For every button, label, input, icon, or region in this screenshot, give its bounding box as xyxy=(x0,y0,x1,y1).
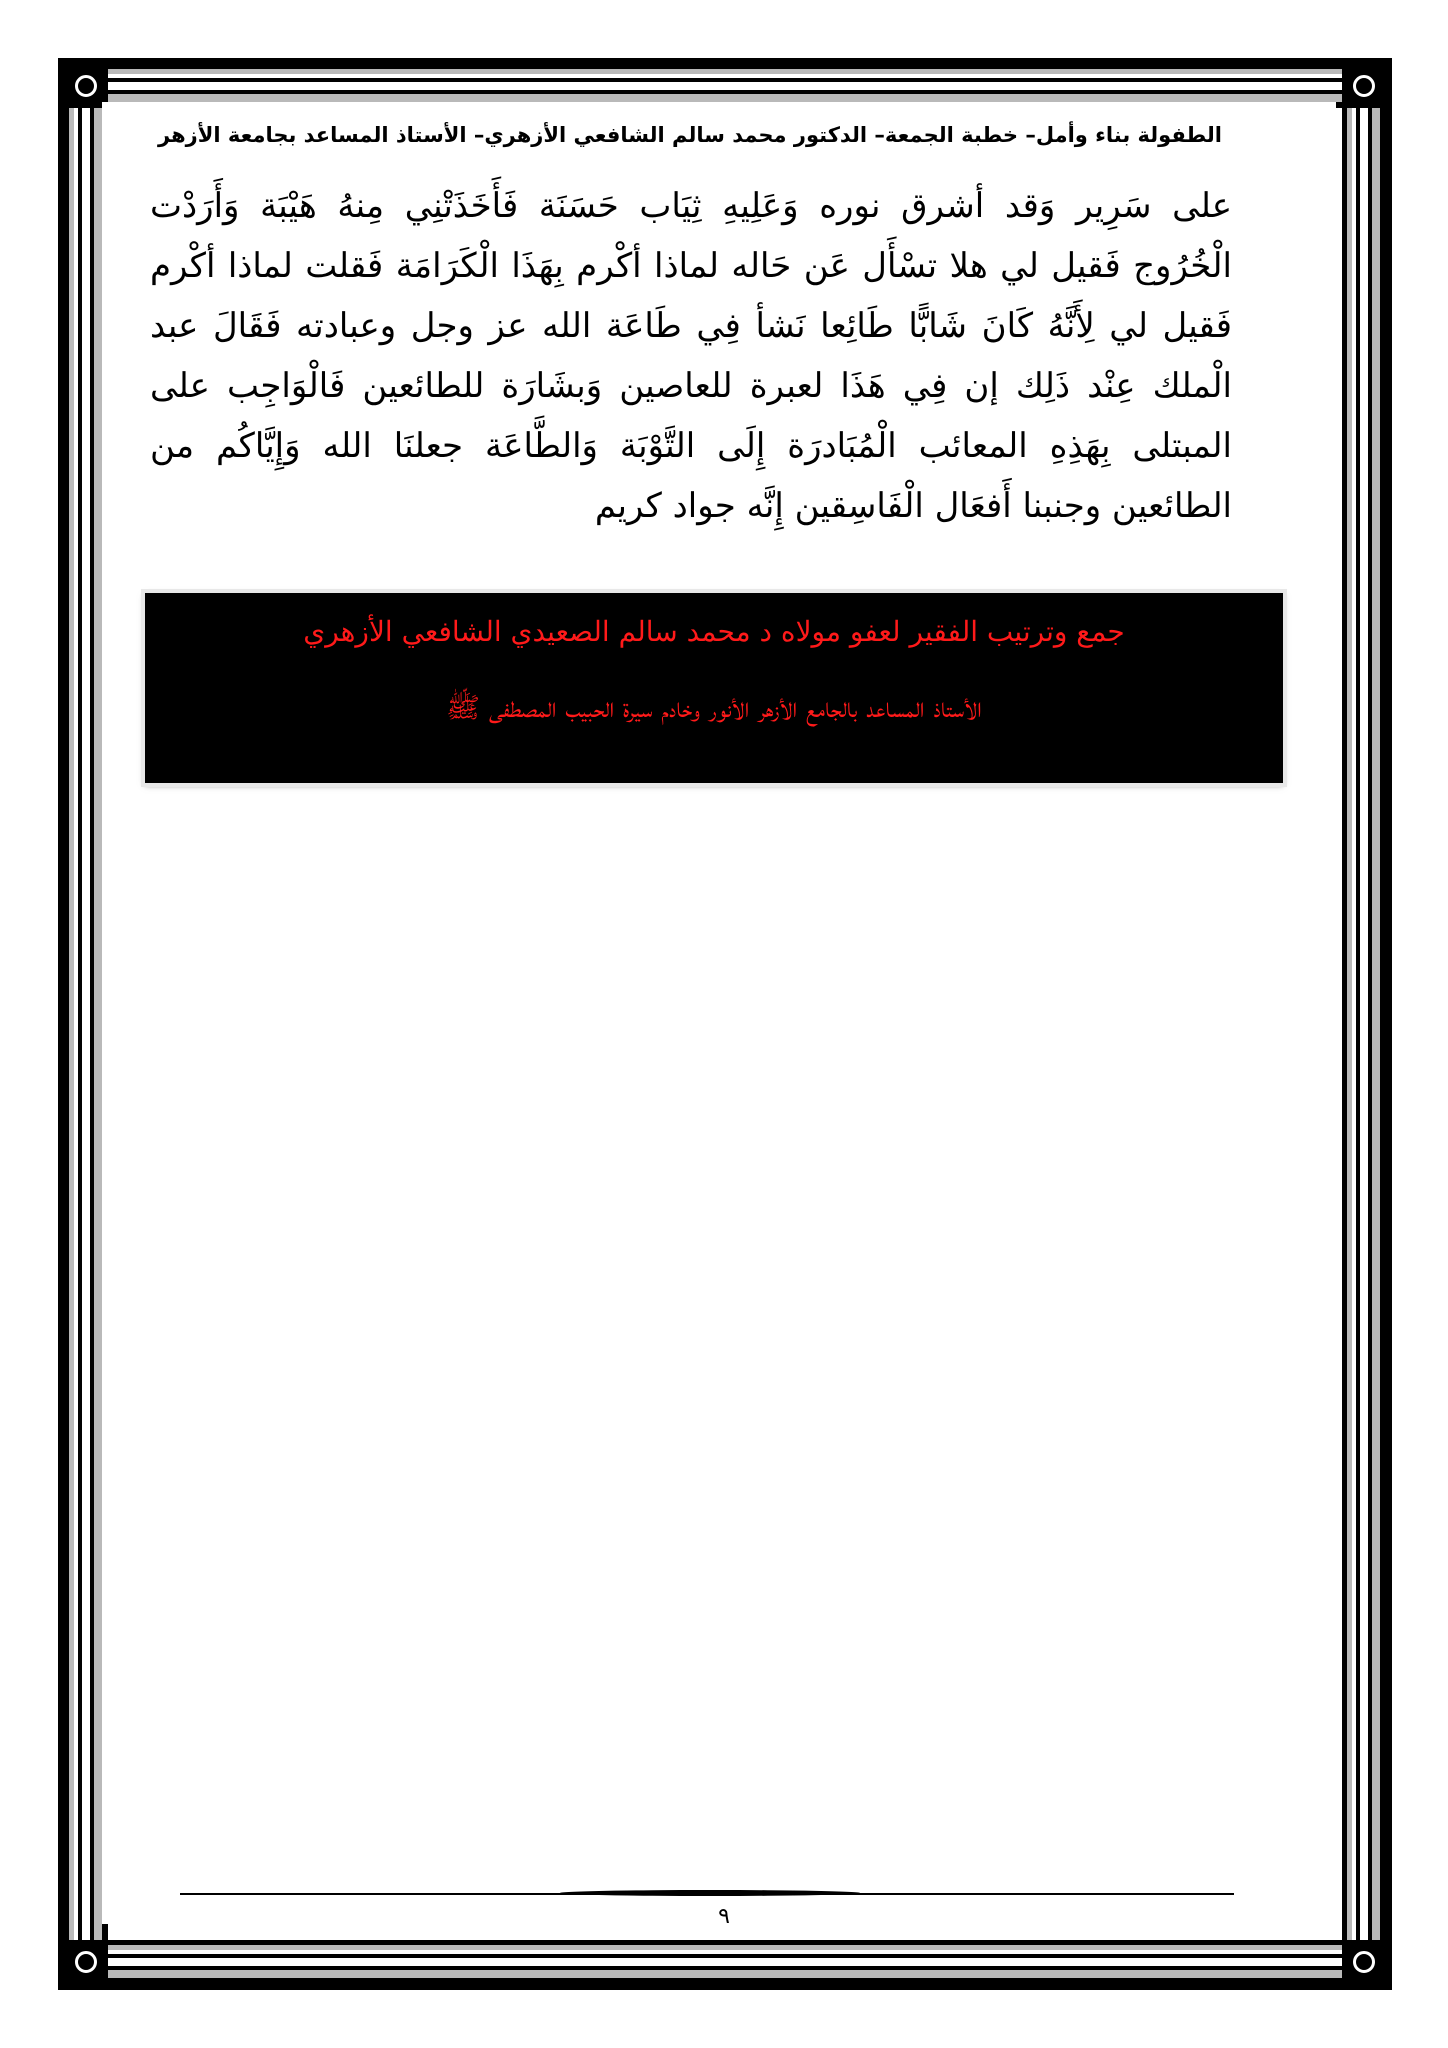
text-line: المبتلى بِهَذِهِ المعائب الْمُبَادرَة إِلَى التَّوْبَة وَالطَّاعَة جعلنَا الله وَإِيَّاكُم من xyxy=(150,426,1232,466)
corner-ornament-icon xyxy=(1342,64,1386,108)
text-line: الْملك عِنْد ذَلِك إن فِي هَذَا لعبرة للعاصين وَبشَارَة للطائعين فَالْوَاجِب على xyxy=(150,366,1232,406)
signature-line-author: جمع وترتيب الفقير لعفو مولاه د محمد سالم الصعيدي الشافعي الأزهري xyxy=(303,615,1125,648)
text-line: الطائعين وجنبنا أَفعَال الْفَاسِقين إِنَّه جواد كريم xyxy=(594,486,1232,526)
footer-divider-ornament xyxy=(560,1890,860,1896)
border-bottom xyxy=(64,1940,1386,1984)
page-number: ٩ xyxy=(718,1904,730,1929)
corner-ornament-icon xyxy=(64,1940,108,1984)
text-line: الْخُرُوج فَقيل لي هلا تسْأَل عَن حَاله لماذا أكْرم بِهَذَا الْكَرَامَة فَقلت لماذا أكْرم xyxy=(150,246,1232,286)
border-right xyxy=(1342,64,1386,1984)
sermon-text xyxy=(150,176,1232,536)
running-header: الطفولة بناء وأمل– خطبة الجمعة– الدكتور محمد سالم الشافعي الأزهري– الأستاذ المساعد بجامعة الأزهر xyxy=(158,123,1222,147)
text-line: على سَرِير وَقد أشرق نوره وَعَلِيهِ ثِيَاب حَسَنَة فَأَخَذَتْنِي مِنهُ هَيْبَة وَأَرَدْت xyxy=(150,186,1232,226)
signature-box xyxy=(145,593,1283,783)
signature-line-title: الأستاذ المساعد بالجامع الأزهر الأنور وخادم سيرة الحبيب المصطفى ﷺ xyxy=(446,691,982,724)
text-line: فَقيل لي لِأَنَّهُ كَانَ شَابًّا طَائِعا نَشأ فِي طَاعَة الله عز وجل وعبادته فَقَالَ عبد xyxy=(150,306,1232,346)
corner-ornament-icon xyxy=(1342,1940,1386,1984)
